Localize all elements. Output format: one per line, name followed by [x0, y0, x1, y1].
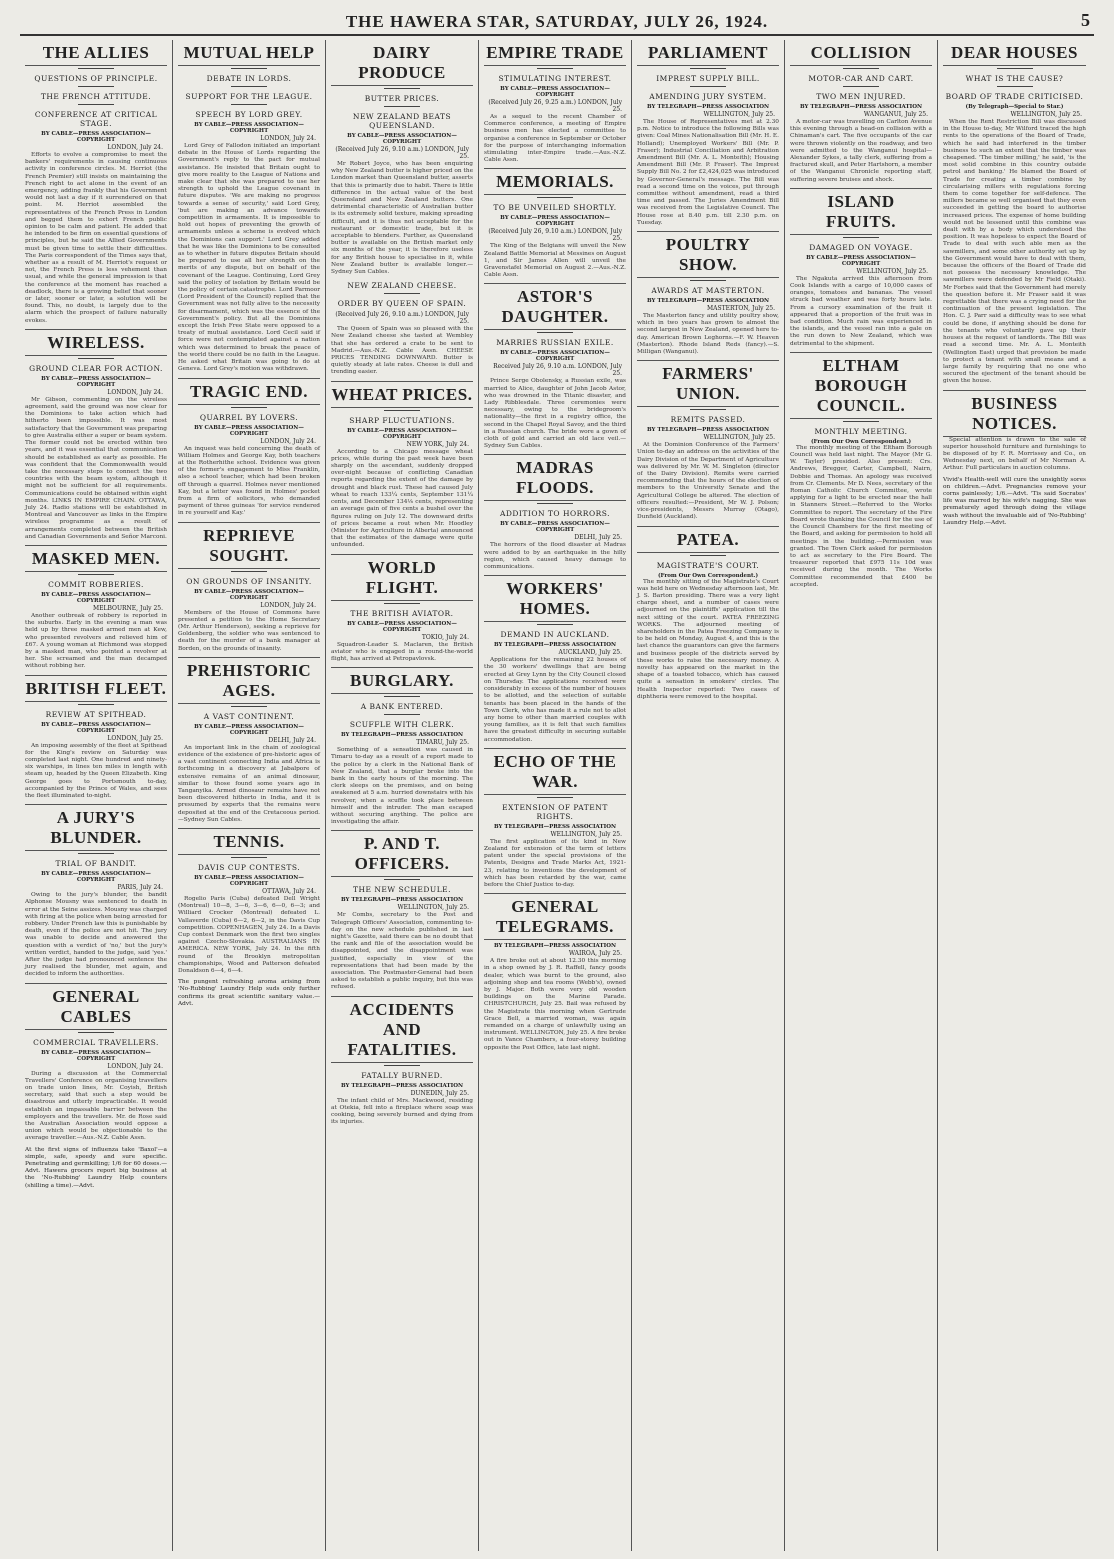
- dateline: WANGANUI, July 25.: [863, 111, 928, 118]
- article-body: Members of the House of Commons have presented a petition to the Home Secretary (Mr. Arthur Henderson), seeking a reprieve for Goldenberg, the soldier who was sentenced to death for the murder of a bank manager at Borden, on the grounds of insanity.: [178, 609, 320, 652]
- article-subheading: EXTENSION OF PATENT RIGHTS.: [502, 802, 608, 821]
- article-body: An important link in the chain of zoological evidence of the existence of pre-historic ages of a vast continent connecting India and Africa is forthcoming in a discovery at Jabalpore of extensive remains of an animal dinosaur, similar to those found some years ago in Tanganyika. Armed dinosaur remains have not been discovered hitherto in India, and it is presumed by experts that the remains were deposited at the end of the Cretaceous period.—Sydney Sun Cables.: [178, 744, 320, 823]
- article-subheading: BUTTER PRICES.: [364, 94, 440, 103]
- article-headline: WORKERS' HOMES.: [484, 575, 626, 622]
- advertisement: At the first signs of influenza take 'Baxol'—a simple, safe, speedy and sure specific. Penetrating and germkilling; 1/6 for 60 doses.—Advt. Hawera grocers report big business at the 'No-Rubbing' Laundry Help counters (shilling a time).—Advt.: [25, 1146, 167, 1189]
- newspaper-title: THE HAWERA STAR, SATURDAY, JULY 26, 1924.: [345, 12, 769, 31]
- divider: [384, 696, 420, 697]
- dateline: WELLINGTON, July 25.: [1010, 111, 1082, 118]
- dateline: LONDON, July 24.: [107, 1062, 163, 1070]
- article-subheading: SPEECH BY LORD GREY.: [195, 110, 303, 119]
- divider: [537, 503, 573, 504]
- divider: [231, 86, 267, 87]
- wire-credit: BY TELEGRAPH—PRESS ASSOCIATION: [340, 897, 464, 904]
- article-subheading: WHAT IS THE CAUSE?: [965, 74, 1064, 83]
- article-body: Efforts to evolve a compromise to meet the bankers' requirements in causing continuous activity in conference circles. M. Herriot (the French Premier) still insists on maintaining the French right to act alone in the event of an emergency, adding frankly that his Government would not last a day if it surrendered on that point. M. Herriot assembled the representatives of the French Press in London and begged them to exhort French public opinion to be calm and patient. He added that he intended to be firm on essential questions of principles, but he said the Allied Governments must be given time to settle their difficulties. The Paris correspondent of the Times says that, whether as a result of M. Herriot's request or not, the French Press is less vehement than usual, and while the general impression is that the conference at the moment has reached a deadlock, there is a growing belief that sooner or later, sooner or later, a solution will be found. This, no doubt, is largely due to the alarm which the prospect of failure naturally evokes.: [25, 152, 167, 324]
- article-subheading: COMMERCIAL TRAVELLERS.: [33, 1037, 159, 1047]
- article-body: According to a Chicago message wheat prices, while during the past week have been sharply on the ascendant, suddenly dropped over-night because of conflicting Canadian reports regarding the extent of the damage by drought and black rust. These had caused July wheat to reach 133¼ cents, September 131¼ cents, and December 134⅛ cents, representing an average gain of five cents a bushel over the figures ruling on July 12. The downward drifts of prices became a rout when Mr. Hoodley (Minister for Agriculture in Alberta) announced that the estimates of the damage were quite unfounded.: [331, 448, 473, 549]
- article-body: A motor-car was travelling on Carlton Avenue this evening through a head-on collision with a Chinaman's cart. The five occupants of the car were thrown violently on the roadway, and two were admitted to the Wanganui hospital—Alexander Sykes, a tally clerk, suffering from a fractured skull, and Peter Hartshorn, a member of the Wanganui Chronicle reporting staff, suffering severe bruises and shock.: [790, 119, 932, 183]
- dateline: TIMARU, July 25.: [416, 739, 469, 747]
- article-headline: ASTOR'S DAUGHTER.: [484, 283, 626, 330]
- article-body: Lord Grey of Fallodon initiated an important debate in the House of Lords regarding the Government's reply to the pact for mutual assistance. He insisted that Britain ought to give more reality to the League of Nations and make clear that she was prepared to use her strength to uphold the League covenant in future disputes. 'We are making no progress towards a sense of security,' said Lord Grey, 'but are making an advance towards competition in armaments. It is impossible to hold out hopes of preventing the growth of armaments unless a scheme is evolved which the Dominions can support.' Lord Grey added that he was like the Dominions to be consulted as to whether in future disputes Britain should be prepared to use all her strength on the merits of any dispute, but on behalf of the covenant of the League. Continuing, Lord Grey said the policy of isolation by Britain would be the policy of certain catastrophe. Lord Parmoor (Lord President of the Council) replied that the Government was not fully alive to the necessity for disarmament, which was the essence of the Government's policy. But all the Dominions except the Irish Free State were opposed to a treaty of mutual assistance. Lord Cecil said if force were not contemplated against a nation which was determined to break the peace of the world there could be no faith in the League. He asked what Britain was going to do at Geneva. Lord Grey's motion was withdrawn.: [178, 143, 320, 373]
- article-body: During a discussion at the Commercial Travellers' Conference on organising travellers on trade union lines, Mr. Coyish, British secretary, said that such a step would be disastrous and utterly impracticable. It would establish an impassable barrier between the employers and the travellers. Mr. de Rose said the Australian Association would oppose a union which would be objectionable to the average traveller.—Aus.-N.Z. Cable Assn.: [25, 1070, 167, 1142]
- article-body: The first application of its kind in New Zealand for extension of the term of letters patent under the special provisions of the Patents, Designs and Trade Marks Act, 1921-23, relating to inventions the development of which has been retarded by the war, came before the Chief Justice to-day.: [484, 838, 626, 888]
- dateline: (Received July 26, 9.25 a.m.) LONDON, July 25.: [488, 99, 622, 113]
- article-headline: EMPIRE TRADE: [484, 40, 626, 66]
- article-subheading: DEBATE IN LORDS.: [206, 74, 292, 83]
- wire-credit: BY CABLE—PRESS ASSOCIATION—COPYRIGHT: [194, 874, 304, 887]
- dateline: (Received July 26, 9.10 a.m.) LONDON, July 25.: [488, 228, 622, 243]
- dateline: TOKIO, July 24.: [421, 633, 469, 641]
- article-body: The House of Representatives met at 2.30 p.m. Notice to introduce the following Bills was given: Coal Mines Nationalisation Bill (Mr. H. E. Holland); Unemployed Workers' Bill (Mr. P. Fraser); Industrial Conciliation and Arbitration Amendment Bill (Mr. A. L. Monteith); Housing Amendment Bill (Mr. P. Fraser). The Imprest Supply Bill No. 2 for £2,424,025 was introduced by Governor-General's message. The Bill was read a second time on the voices, put through committee without amendment, read a third time and passed. The Juries Amendment Bill was received from the Legislative Council. The House rose at 8.40 p.m. till 2.30 p.m. on Tuesday.: [637, 119, 779, 226]
- wire-credit: BY CABLE—PRESS ASSOCIATION—COPYRIGHT: [500, 521, 610, 534]
- article-headline: MADRAS FLOODS.: [484, 454, 626, 501]
- article-headline: BURGLARY.: [331, 667, 473, 694]
- divider: [384, 88, 420, 89]
- divider: [384, 106, 420, 107]
- article-headline: ECHO OF THE WAR.: [484, 748, 626, 795]
- divider: [537, 797, 573, 798]
- article-subheading: FATALLY BURNED.: [361, 1070, 443, 1080]
- article-headline: BRITISH FLEET.: [25, 675, 167, 702]
- divider: [78, 853, 114, 854]
- divider: [384, 879, 420, 880]
- article-body: The Queen of Spain was so pleased with the New Zealand cheese she tasted at Wembley that she has ordered a crate to be sent to Madrid.—Aus.-N.Z. Cable Assn. CHEESE PRICES TENDING DOWNWARD. Butter is quietly steady at late rates. Cheese is dull and trending easier.: [331, 326, 473, 376]
- divider: [690, 409, 726, 410]
- wire-credit: (By Telegraph—Special to Star.): [965, 104, 1064, 110]
- divider: [231, 407, 267, 408]
- article-subheading: GROUND CLEAR FOR ACTION.: [29, 363, 163, 373]
- dateline: OTTAWA, July 24.: [262, 887, 316, 895]
- wire-credit: BY CABLE—PRESS ASSOCIATION—COPYRIGHT: [41, 131, 151, 143]
- article-subheading: TO BE UNVEILED SHORTLY.: [493, 203, 617, 213]
- column-4: [479, 40, 632, 1551]
- dateline: LONDON, July 24.: [260, 135, 316, 142]
- dateline: WELLINGTON, July 25.: [397, 904, 469, 912]
- article-subheading: REVIEW AT SPITHEAD.: [45, 709, 147, 719]
- article-headline: GENERAL TELEGRAMS.: [484, 893, 626, 940]
- article-body: Mr Gibson, commenting on the wireless agreement, said the ground was now clear for the Dominions to take action which had hitherto been impossible. It was most satisfactory that the Government was preparing to give Australia either a super or beam system. The former could not be erected within two years, and it was essential that communication should be established as early as possible. He was confident that the Commonwealth would take the necessary steps to connect the two countries with the beam system, although it might not be sufficient for all requirements. Communications could be obtained within eight months. LINKS IN EMPIRE CHAIN. OTTAWA, July 24. Radio stations will be established in Montreal and Vancouver as links in the Empire wireless programme as a result of arrangements completed between the British and Canadian Governments and Señor Marconi.: [25, 396, 167, 540]
- article-subheading: MONTHLY MEETING.: [814, 426, 908, 436]
- article-subheading: A VAST CONTINENT.: [203, 711, 295, 721]
- article-subheading: COMMIT ROBBERIES.: [48, 579, 144, 589]
- wire-credit: BY TELEGRAPH—PRESS ASSOCIATION: [646, 104, 770, 110]
- article-headline: GENERAL CABLES: [25, 983, 167, 1030]
- dateline: MELBOURNE, July 25.: [93, 604, 163, 612]
- article-body: Another outbreak of robbery is reported in the suburbs. Early in the evening a man was held up by three masked armed men at Kew, who presented revolvers and relieved him of £67. A young woman at Richmond was stopped by a masked man, who pointed a revolver at her. She screamed and the man decamped without robbing her.: [25, 612, 167, 670]
- article-subheading: DAVIS CUP CONTESTS.: [197, 862, 301, 872]
- article-body: The monthly meeting of the Eltham Borough Council was held last night. The Mayor (Mr G. W. Tayler) presided. Also present: Crs. Andrews, Bregger, Carter, Campbell, Nairn, Dobbie and Thomas. An apology was received from Cr. Clements. Mr D. Nees, secretary of the Roman Catholic Church Committee, wrote applying for a light to be erected near the hall in Stanners Street.—Referred to the Works Committee to report. The secretary of the Fire Board wrote thanking the Council for the use of the Council Chambers for the first meeting of the Board, and asking for permission to hold all meetings in the building.—Permission was granted. The Town Clerk asked for permission to act as secretary to the Fire Board. The treasurer reported that £975 11s 10d was received during the month. The Works Committee recommended that £400 be accepted.: [790, 444, 932, 588]
- divider: [78, 104, 114, 105]
- article-body: Mr Robert Joyce, who has been enquiring why New Zealand butter is higher priced on the London market than Queensland butter, asserts that this is primarily due to habit. There is little difference in the actual value of the best Queensland and New Zealand butters. One detrimental characteristic of Australian butter is its extremely solid texture, making spreading difficult, and it is thus not acceptable for the restaurant or domestic trade, but it is acceptable to blenders. Further, as Queensland butter is available on the British market only six months of the year, it is therefore useless for any British house to specialise in it, while New Zealand butter is available longer.—Sydney Sun Cables.: [331, 161, 473, 276]
- wire-credit: BY TELEGRAPH—PRESS ASSOCIATION: [646, 298, 770, 305]
- dateline: WELLINGTON, July 25.: [550, 830, 622, 838]
- wire-credit: BY CABLE—PRESS ASSOCIATION—COPYRIGHT: [41, 591, 151, 604]
- article-body: The infant child of Mrs. Mackwood, residing at Otekia, fell into a fireplace where soap was cooking, being severely burned and dying from its injuries.: [331, 1097, 473, 1126]
- article-subheading: ADDITION TO HORRORS.: [499, 509, 611, 519]
- article-headline: WHEAT PRICES.: [331, 381, 473, 408]
- article-body: A fire broke out at about 12.30 this morning in a shop owned by J. R. Raffell, fancy goods dealer, which was burnt to the ground, also adjoining shop and tea rooms (Webb's), owned by J. Major. Both were very old wooden buildings on the Marine Parade. CHRISTCHURCH, July 25. Bail was refused by the Magistrate this morning when Gertrude Grace Bell, a married woman, was again remanded on a charge of unlawfully using an instrument. WELLINGTON, July 25. A fire broke out in Vance Chambers, a four-storey building opposite the Post Office, late last night.: [484, 958, 626, 1051]
- article-headline: PARLIAMENT: [637, 40, 779, 66]
- article-body: Prince Serge Obolensky, a Russian exile, was married to Alice, daughter of John Jacob Astor, who was drowned in the Titanic disaster, and Lady Ribblesdale. Three ceremonies were necessary, owing to the bridegroom's nationality—the first in a registry office, the second in the Chapel Royal Savoy, and the third in a Russian church. The bride wore a gown of cloth of gold and carried an old lace veil.—Sydney Sun Cables.: [484, 378, 626, 450]
- masthead: [20, 10, 1094, 36]
- dateline: (Received July 26, 9.10 a.m.) LONDON, July 25.: [335, 311, 469, 326]
- divider: [384, 410, 420, 411]
- wire-credit: BY TELEGRAPH—PRESS ASSOCIATION: [799, 104, 923, 110]
- column-7: [938, 40, 1091, 1551]
- dateline: WELLINGTON, July 25.: [703, 434, 775, 442]
- article-subheading: IMPREST SUPPLY BILL.: [656, 74, 760, 83]
- article-body: The monthly sitting of the Magistrate's Court was held here on Wednesday afternoon last, Mr. J. S. Barton presiding. There was a very light charge sheet, and a number of cases were adjourned on the plaintiffs' application till the next sitting of the court. PATEA FREEZING WORKS. The adjourned meeting of shareholders in the Patea Freezing Company is to be held on Monday, August 4, and this is the last chance the guarantors can give the farmers and business people of the districts served by these works to raise the necessary money. A novelty has appeared on the market in the shape of a toasted tobacco, which has caused quite a sensation in smokers' circles. The Health Inspector reported: Two cases of diphtheria were removed to the hospital.: [637, 578, 779, 700]
- column-2: [173, 40, 326, 1551]
- wire-credit: BY CABLE—PRESS ASSOCIATION—COPYRIGHT: [347, 620, 457, 633]
- dateline: (Received July 26, 9.10 a.m.) LONDON, July 25.: [335, 146, 469, 160]
- article-subheading: MAGISTRATE'S COURT.: [656, 560, 760, 570]
- dateline: DELHI, July 24.: [268, 736, 316, 744]
- article-headline: REPRIEVE SOUGHT.: [178, 522, 320, 569]
- divider: [843, 68, 879, 69]
- article-body: When the Rent Restriction Bill was discussed in the House to-day, Mr Wilford traced the high rents to the operations of the Board of Trade, which he said had interfered in the timber business to such an extent that the timber was cheapened. 'The timber milling,' he said, 'is the most solid combine in this country outside petrol and banking.' He blamed the Board of Trade for creating a timber combine by circularising millers with regulations forcing them to come together for self-defence. The millers became so well organised that they even succeeded in getting the board to authorise increased prices. The expense of home building would not be lessened until this combine was dealt with by a body which understood the position. It was hopeless to expect the Board of Trade to deal with such able men as the sawmillers, and some other authority set up by the Government would have to deal with them, because the officers of the Board of Trade did not possess the necessary knowledge. The sawmillers were defended by Mr Field (Otaki). Mr Forbes said that the Government had merely the question before it. Mr Fraser said it was regrettable that there was a crying need for the continuation of the present legislation. The Hon. C. J. Parr said a difficulty was to see what could be done, if anything should be done for the tenants who voluntarily gave up their houses at the request of landlords. The Bill was read a second time. Mr. A. L. Monteith (Wellington East) urged that provision be made to protect a tenant with small means and a large family by requiring that no one who secured the ejectment of the tenant should be given the house.: [943, 119, 1086, 385]
- article-subheading: MOTOR-CAR AND CART.: [808, 74, 914, 83]
- article-headline: POULTRY SHOW.: [637, 231, 779, 278]
- article-headline: TRAGIC END.: [178, 378, 320, 405]
- article-subheading: BOARD OF TRADE CRITICISED.: [945, 92, 1084, 101]
- article-body: The Masterton fancy and utility poultry show, which in two years has grown to almost the second largest in New Zealand, opened here to-day. American Brown Leghorns.—F. W. Heaven (Masterton). Rhode Island Reds (fancy).—S. Milligan (Wanganui).: [637, 313, 779, 356]
- article-subheading: AWARDS AT MASTERTON.: [651, 286, 765, 296]
- divider: [537, 624, 573, 625]
- wire-credit: BY TELEGRAPH—PRESS ASSOCIATION: [646, 427, 770, 434]
- divider: [997, 68, 1033, 69]
- article-subheading: THE NEW SCHEDULE.: [352, 885, 452, 895]
- dateline: WELLINGTON, July 25.: [856, 267, 928, 275]
- article-subheading: ON GROUNDS OF INSANITY.: [186, 576, 312, 586]
- divider: [537, 197, 573, 198]
- article-subheading: TWO MEN INJURED.: [816, 92, 906, 101]
- article-body: An inquest was held concerning the death of William Holmes and George Kay, both teachers at the Rotherhithe school. Evidence was given of the former's engagement to Miss Franklin, also a school teacher, which had been broken off through a quarrel. Holmes never mentioned Kay, but a letter was found in Holmes' pocket from a firm of solicitors, who demanded payment of three guineas 'for service rendered in re yourself and Kay.': [178, 445, 320, 517]
- article-subheading: STIMULATING INTEREST.: [498, 74, 612, 83]
- article-headline: MEMORIALS.: [484, 168, 626, 195]
- article-headline: MUTUAL HELP: [178, 40, 320, 66]
- wire-credit: BY CABLE—PRESS ASSOCIATION—COPYRIGHT: [347, 427, 457, 440]
- dateline: DELHI, July 25.: [574, 534, 622, 542]
- article-headline: THE ALLIES: [25, 40, 167, 66]
- advertisement: The pungent refreshing aroma arising from 'No-Rubbing' Laundry Help suds only further confirms its great scientific sanitary value.—Advt.: [178, 979, 320, 1007]
- wire-credit: (From Our Own Correspondent.): [810, 438, 912, 445]
- article-headline: PATEA.: [637, 526, 779, 553]
- divider: [384, 1065, 420, 1066]
- dateline: DUNEDIN, July 25.: [410, 1089, 469, 1097]
- article-body: An imposing assembly of the fleet at Spithead for the King's review on Saturday was completed last night. One hundred and ninety-six warships, in lines ten miles in length with steam up, headed by the Queen Elizabeth. King George goes to Portsmouth to-day, accompanied by the Prince of Wales, and sees the fleet illuminated to-night.: [25, 742, 167, 799]
- divider: [78, 1032, 114, 1033]
- wire-credit: BY CABLE—PRESS ASSOCIATION—COPYRIGHT: [500, 86, 610, 98]
- wire-credit: BY CABLE—PRESS ASSOCIATION—COPYRIGHT: [500, 350, 610, 363]
- dateline: LONDON, July 24.: [107, 144, 163, 151]
- divider: [78, 86, 114, 87]
- article-subheading: DEMAND IN AUCKLAND.: [500, 630, 610, 640]
- wire-credit: (From Our Own Correspondent.): [657, 572, 759, 579]
- article-headline: WORLD FLIGHT.: [331, 554, 473, 601]
- divider: [384, 714, 420, 715]
- article-subheading: MARRIES RUSSIAN EXILE.: [496, 338, 614, 348]
- article-body: Something of a sensation was caused in Timaru to-day as a result of a report made to the police by a clerk in the National Bank of New Zealand, that a burglar broke into the bank in the early hours of the morning. The clerk sleeps on the premises, and on being awakened at 5 a.m. hurried downstairs with his revolver, when a scuffle took place between himself and the intruder. The man escaped without securing anything. The police are investigating the affair.: [331, 747, 473, 826]
- wire-credit: BY TELEGRAPH—PRESS ASSOCIATION: [493, 823, 617, 830]
- article-headline: ELTHAM BOROUGH COUNCIL.: [790, 352, 932, 419]
- dateline: LONDON, July 24.: [260, 437, 316, 445]
- article-body: Rogelio Paris (Cuba) defeated Dell Wright (Montreal) 10—8, 3—6, 3—6, 6—0, 6—3; and Williard Crocker (Montreal) defeated L. Vallaverde (Cuba) 6—2, 6—2, in the Davis Cup competition. COPENHAGEN, July 24. In a Davis Cup contest Denmark won the first two singles against Czecho-Slovakia. AUSTRALIANS IN AMERICA. NEW YORK, July 24. In the fifth round of the Brooklyn metropolitan championships, Wood and Patterson defeated Donaldson 6—4, 6—4.: [178, 895, 320, 975]
- article-subheading: A BANK ENTERED.: [360, 702, 444, 712]
- article-subheading: CONFERENCE AT CRITICAL STAGE.: [34, 110, 158, 128]
- article-subheading: ORDER BY QUEEN OF SPAIN.: [337, 299, 467, 309]
- article-subheading: TRIAL OF BANDIT.: [55, 859, 137, 869]
- column-6: [785, 40, 938, 1551]
- page-number: 5: [1081, 10, 1090, 30]
- dateline: WAIROA, July 25.: [568, 950, 622, 958]
- divider: [231, 104, 267, 105]
- article-subheading: NEW ZEALAND BEATS QUEENSLAND.: [352, 112, 452, 130]
- wire-credit: BY CABLE—PRESS ASSOCIATION—COPYRIGHT: [194, 424, 304, 437]
- divider: [537, 332, 573, 333]
- article-body: At the Dominion Conference of the Farmers' Union to-day an address on the activities of the Dairy Division of the Department of Agriculture was delivered by Mr. W. M. Singleton (director of the Dairy Division). Remits were carried recommending that the hours of the election of members to the University Senate and the Agricultural College be altered. The election of officers resulted:—President, Mr W. J. Polson; vice-presidents, Messrs Murray (Otago), Dunfield (Auckland).: [637, 442, 779, 521]
- dateline: AUCKLAND, July 25.: [558, 649, 622, 657]
- divider: [843, 86, 879, 87]
- dateline: Received July 26, 9.10 a.m. LONDON, July 25.: [493, 363, 622, 378]
- column-3: [326, 40, 479, 1551]
- advertisement: Vivid's Health-well will cure the unsightly sores on children.—Advt. Pregnancies remove your corns painlessly; 1/6.—Advt. 'Tis said Socrates' life was marred by his wife's nagging. She was prematurely aged through doing the village wash without the invaluable aid of 'No-Rubbing' Laundry Help.—Advt.: [943, 476, 1086, 526]
- divider: [78, 704, 114, 705]
- article-headline: COLLISION: [790, 40, 932, 66]
- wire-credit: BY CABLE—PRESS ASSOCIATION—COPYRIGHT: [41, 721, 151, 734]
- article-subheading: QUESTIONS OF PRINCIPLE.: [34, 74, 158, 83]
- wire-credit: BY CABLE—PRESS ASSOCIATION—COPYRIGHT: [194, 723, 304, 736]
- article-body: Applications for the remaining 22 houses of the 30 workers' dwellings that are being erected at Grey Lynn by the City Council closed on Thursday. The applications received were considerably in excess of the number of houses to be allotted, and the selection of suitable tenants has been placed in the hands of the Town Clerk, who has made it a rule not to allot any home to other than married couples with young families, as it is felt that such families have the greatest difficulty in securing suitable accommodation.: [484, 657, 626, 743]
- wire-credit: BY TELEGRAPH—PRESS ASSOCIATION: [493, 943, 617, 950]
- dateline: LONDON, July 25.: [107, 734, 163, 742]
- dateline: LONDON, July 24.: [260, 601, 316, 609]
- divider: [384, 603, 420, 604]
- divider: [997, 86, 1033, 87]
- article-subheading: QUARREL BY LOVERS.: [199, 412, 299, 422]
- article-subheading: SUPPORT FOR THE LEAGUE.: [185, 92, 313, 101]
- divider: [231, 706, 267, 707]
- article-body: Mr Combs, secretary to the Post and Telegraph Officers' Association, commenting to-day on the new schedule published in last night's Gazette, said there can be no doubt that the rank and file of the association would be disappointed, and the disappointment was justified, especially in view of the representations that had been made by the association. The Postmaster-General had been asked to establish a public inquiry, but this was refused.: [331, 912, 473, 991]
- divider: [231, 857, 267, 858]
- divider: [78, 574, 114, 575]
- wire-credit: BY CABLE—PRESS ASSOCIATION—COPYRIGHT: [41, 1049, 151, 1062]
- wire-credit: BY CABLE—PRESS ASSOCIATION—COPYRIGHT: [194, 122, 304, 134]
- wire-credit: BY CABLE—PRESS ASSOCIATION—COPYRIGHT: [194, 588, 304, 601]
- article-headline: FARMERS' UNION.: [637, 360, 779, 407]
- article-headline: P. AND T. OFFICERS.: [331, 830, 473, 877]
- divider: [78, 358, 114, 359]
- wire-credit: BY CABLE—PRESS ASSOCIATION—COPYRIGHT: [500, 215, 610, 228]
- article-headline: TENNIS.: [178, 828, 320, 855]
- article-body: As a sequel to the recent Chamber of Commerce conference, a meeting of Empire business men has elected a committee to organise a conference in September or October for the purpose of interchanging information stimulating inter-Empire trade.—Aus.-N.Z. Cable Assn.: [484, 114, 626, 164]
- column-1: [20, 40, 173, 1551]
- divider: [231, 68, 267, 69]
- article-subheading: NEW ZEALAND CHEESE.: [347, 281, 457, 291]
- article-subheading: AMENDING JURY SYSTEM.: [649, 92, 767, 101]
- dateline: PARIS, July 24.: [117, 884, 163, 892]
- dateline: WELLINGTON, July 25.: [703, 111, 775, 118]
- article-headline: PREHISTORIC AGES.: [178, 657, 320, 704]
- divider: [384, 293, 420, 294]
- column-5: [632, 40, 785, 1551]
- wire-credit: BY CABLE—PRESS ASSOCIATION—COPYRIGHT: [347, 133, 457, 145]
- divider: [690, 86, 726, 87]
- wire-credit: BY CABLE—PRESS ASSOCIATION—COPYRIGHT: [806, 254, 916, 267]
- wire-credit: BY CABLE—PRESS ASSOCIATION—COPYRIGHT: [41, 871, 151, 884]
- wire-credit: BY TELEGRAPH—PRESS ASSOCIATION: [340, 732, 464, 739]
- divider: [690, 280, 726, 281]
- article-body: The Ngakuta arrived this afternoon from Cook Islands with a cargo of 10,000 cases of oranges, tomatoes and bananas. The vessel struck bad weather and was forty hours late. From a cursory examination of the fruit it appeared that a proportion of the fruit was in bad condition. Much rain was experienced in the islands, and the vessel ran into a gale on the run down to New Zealand, which was detrimental to the shipment.: [790, 275, 932, 347]
- article-body: The King of the Belgians will unveil the New Zealand Battle Memorial at Messines on August 1, and Sir James Allen will unveil the Gravenstafel Memorial on August 2.—Aus.-N.Z. Cable Assn.: [484, 243, 626, 279]
- columns: [20, 40, 1094, 1551]
- article-headline: ISLAND FRUITS.: [790, 188, 932, 235]
- article-headline: DEAR HOUSES: [943, 40, 1086, 66]
- divider: [843, 237, 879, 238]
- wire-credit: BY TELEGRAPH—PRESS ASSOCIATION: [493, 642, 617, 649]
- divider: [690, 68, 726, 69]
- article-subheading: THE BRITISH AVIATOR.: [350, 608, 454, 618]
- wire-credit: BY TELEGRAPH—PRESS ASSOCIATION: [340, 1082, 464, 1089]
- article-headline: A JURY'S BLUNDER.: [25, 804, 167, 851]
- article-subheading: THE FRENCH ATTITUDE.: [40, 92, 152, 101]
- article-headline: ACCIDENTS AND FATALITIES.: [331, 996, 473, 1063]
- dateline: NEW YORK, July 24.: [406, 440, 469, 448]
- article-body: Owing to the jury's blunder, the bandit Alphonse Mousny was sentenced to death in error at the Seine assizes. Mousny was charged with firing at the police when being arrested for robbery. Under French law this is punishable by death, even if the police are not hit. The jury was unable to decide and answered the question with a verdict of 'no,' but the jury's written verdict, handed to the judge, said 'yes.' After the judge had pronounced sentence the jury realised the blunder, met again, and decided to inform the authorities.: [25, 892, 168, 978]
- divider: [537, 68, 573, 69]
- dateline: MASTERTON, July 25.: [706, 305, 775, 313]
- article-body: Squadron-Leader S. Maclaren, the British aviator who is engaged in a round-the-world flight, has arrived at Petropavlovsk.: [331, 641, 473, 662]
- article-headline: BUSINESS NOTICES.: [943, 390, 1086, 437]
- divider: [843, 421, 879, 422]
- article-subheading: DAMAGED ON VOYAGE.: [809, 242, 913, 252]
- divider: [231, 571, 267, 572]
- article-subheading: SHARP FLUCTUATIONS.: [349, 415, 455, 425]
- article-headline: MASKED MEN.: [25, 545, 167, 572]
- article-subheading: REMITS PASSED.: [670, 415, 746, 425]
- article-body: Special attention is drawn to the sale of superior household furniture and furnishings to be disposed of by F. R. Morrissey and Co., on Wednesday next, on behalf of Mr Norman A. Arthur. Full particulars in auction columns.: [943, 436, 1086, 472]
- article-subheading: SCUFFLE WITH CLERK.: [349, 720, 455, 730]
- dateline: LONDON, July 24.: [107, 388, 163, 396]
- article-body: The horrors of the flood disaster at Madras were added to by an earthquake in the hilly region, which caused heavy damage to communications.: [484, 542, 626, 571]
- divider: [690, 555, 726, 556]
- article-headline: DAIRY PRODUCE: [331, 40, 473, 86]
- wire-credit: BY CABLE—PRESS ASSOCIATION—COPYRIGHT: [41, 375, 151, 388]
- divider: [78, 68, 114, 69]
- article-headline: WIRELESS.: [25, 329, 167, 356]
